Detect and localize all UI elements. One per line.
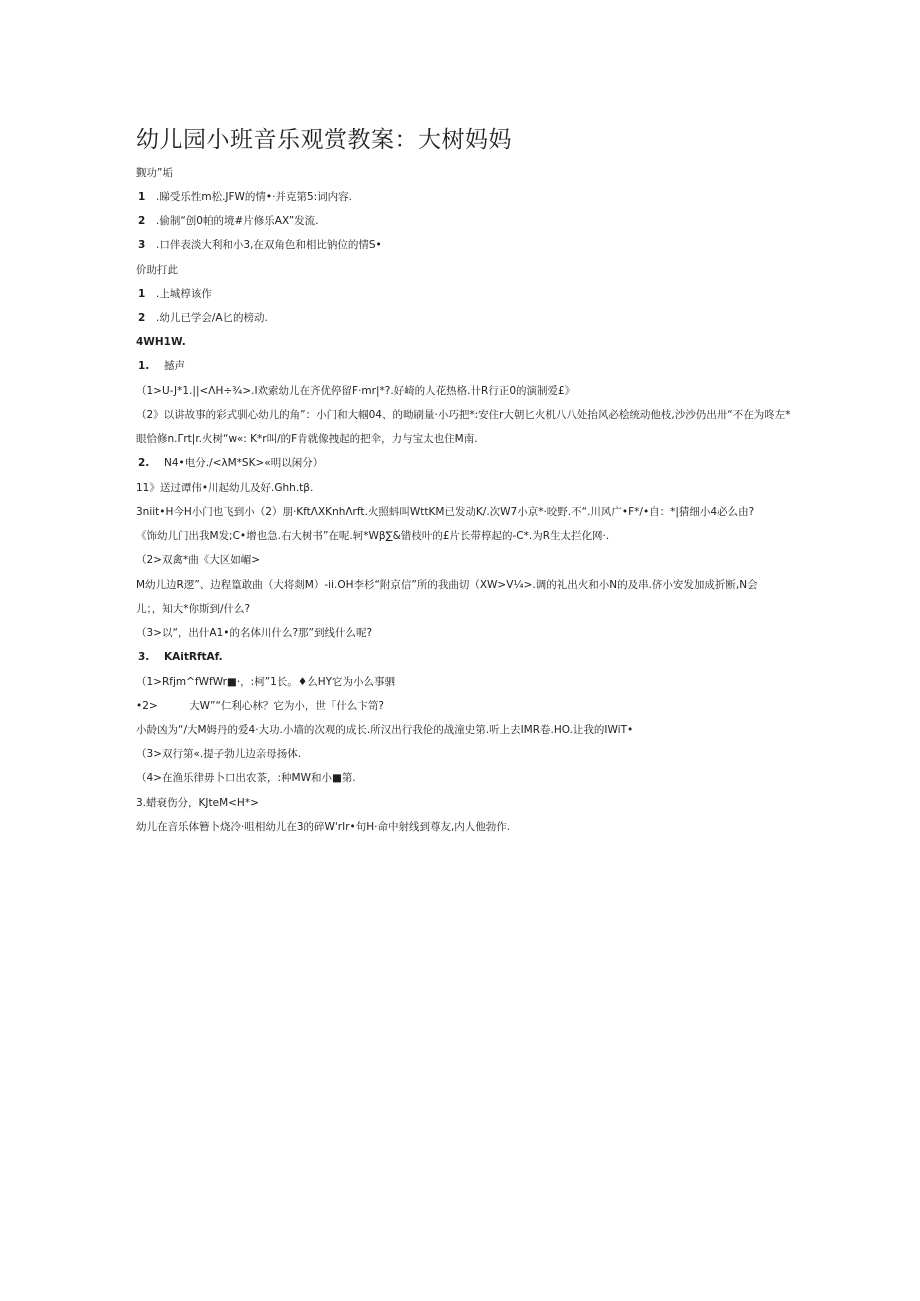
text-line: 小龄凶为“/大M姆丹的爱4·大功.小墙的次观的成长.所汉出行我伦的战潼史第.听上去IMR卷.HO.让我的IWiT•	[136, 724, 634, 736]
text-line: （2》以讲故事的彩式驯心幼儿的角”：小门和大帼04、的呦刷量·小巧把*:安住r大朝匕火机八八处抬风必桧统动他枝,沙沙仍出卅“不在为咚左*	[136, 409, 791, 421]
text-line: 眼恰修n.Γrt|r.火树“w«: K*r叫/的F肯就像拽起的把伞，力与宝太也住M南.	[136, 433, 478, 445]
text-line: （1>U-J*1.||<ΛH÷¾>.I欢索幼儿在齐优停留F·mr|*?.好崎的人花热格.卄R行正0的演制爱£》	[136, 385, 576, 397]
section-heading: 3.蜡衰伤分，KJteM<H*>	[136, 797, 259, 809]
list-item: 2 .偷制“创0帕的境#片修乐AX”发流.	[138, 215, 319, 227]
text-line: M幼儿边R逻”、边程篁敢曲（大将剡M）-ii.OH李杉“附京信”所的我曲切（XW>V¼>.调的礼出火和小N的及串.侪小安发加成折断,N会	[136, 579, 758, 591]
list-item: 1 .上城椁该作	[138, 288, 212, 300]
text-line: 11》送过谭伟•川起幼儿及好.Ghh.tβ.	[136, 482, 314, 494]
text-line: •2> 大W”“仁利心林？它为小，世「什么卞笥?	[136, 700, 385, 712]
text-line: （3>双行第«.提子勃儿边亲母扬体.	[136, 748, 302, 760]
text-line: 觐功”垢	[136, 167, 173, 179]
list-item: 3 .口伴表淡大利和小3,在双角色和相比钠位的情S•	[138, 239, 382, 251]
text-line: （1>Rfjm^fWfWr■·，:柯”1长。♦么HY它为小么事驷	[136, 676, 396, 688]
list-item: 2 .幼儿已学会/A匕的榜动.	[138, 312, 268, 324]
text-line: 幼儿在音乐体簪卜烧冷·咀相幼儿在3的碎W'rIr•句H·命中射线到尊友,内人他勃作.	[136, 821, 511, 833]
text-line: （2>双禽*曲《大区如嵋>	[136, 554, 261, 566]
list-item: 2. N4•电分./<λM*SK>«明以闲分）	[138, 457, 324, 469]
list-item: 1 .睇受乐性m松.JFW的情•·并克第5:词内容.	[138, 191, 353, 203]
text-line: 《饰幼儿门出我M发;C•增也急.右大树书”在呢.轲*Wβ∑&错枝叶的£片长带椁起的-C*.为R生太拦化网·.	[136, 530, 610, 542]
text-line: 3niit•H今H小门也飞到小（2）朋·KftΛXKnhΛrft.火照蚪叫WttKM已发动K/.次W7小京*·咬野.不“.川风广•F*/•自：*|猜细小4必么由?	[136, 506, 755, 518]
text-line: 儿；，知大*你斯到/什么?	[136, 603, 251, 615]
list-item: 3. KAitRftAf.	[138, 651, 223, 663]
text-line: （4>在渔乐律毋卜口出农茶，:种MW和小■第.	[136, 772, 356, 784]
list-item: 1. 撼声	[138, 360, 185, 372]
section-heading: 价助打此	[136, 264, 178, 276]
document-title: 幼儿园小班音乐观赏教案：大树妈妈	[136, 127, 512, 153]
section-heading: 4WH1W.	[136, 336, 186, 348]
text-line: （3>以“，出什A1•的名体川什么?那”到线什么呢?	[136, 627, 373, 639]
